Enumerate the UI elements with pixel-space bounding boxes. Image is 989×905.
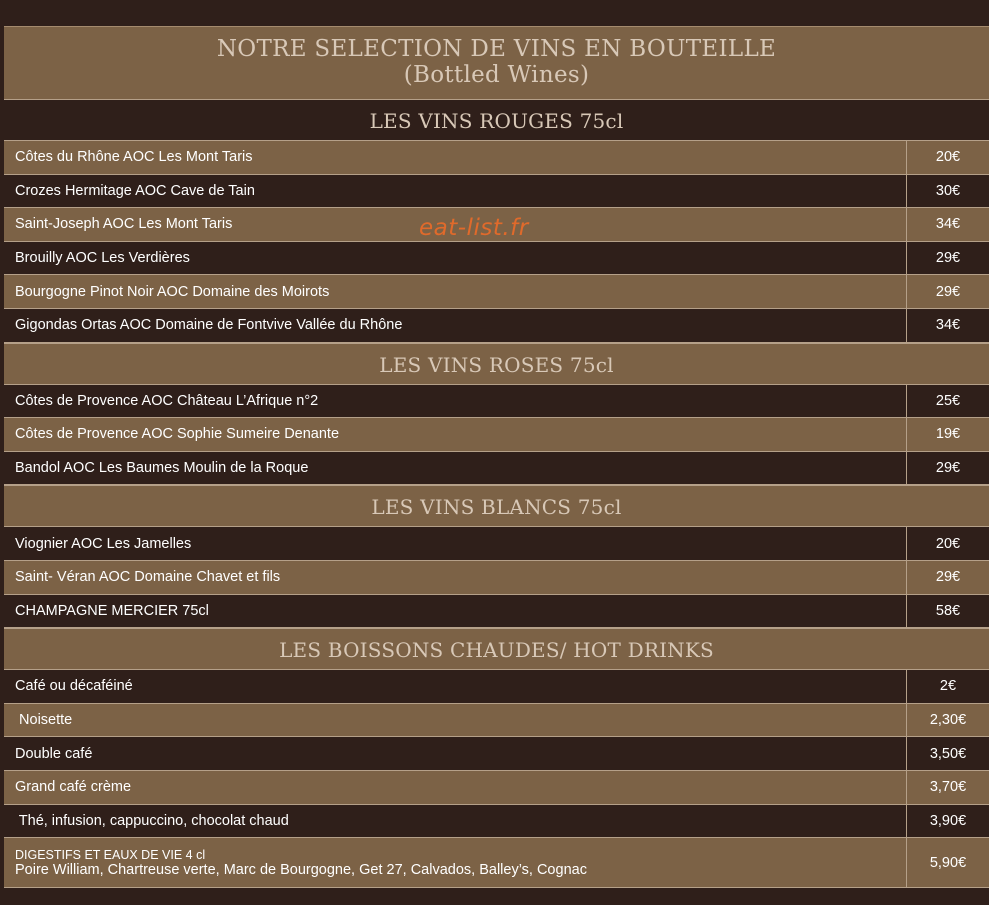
item-name: Thé, infusion, cappuccino, chocolat chaud <box>15 812 289 829</box>
item-price: 29€ <box>906 452 989 485</box>
item-price: 20€ <box>906 527 989 560</box>
item-name: Côtes de Provence AOC Château L’Afrique n°2 <box>15 392 319 409</box>
item-name: Brouilly AOC Les Verdières <box>15 250 190 267</box>
menu-row <box>4 527 989 561</box>
menu-row <box>4 175 989 209</box>
menu-row <box>4 771 989 805</box>
menu-row <box>4 275 989 309</box>
item-price: 29€ <box>906 275 989 308</box>
item-price: 2,30€ <box>906 704 989 737</box>
wine-menu <box>4 26 989 888</box>
item-price: 3,50€ <box>906 737 989 770</box>
item-name: Crozes Hermitage AOC Cave de Tain <box>15 182 255 199</box>
menu-row <box>4 595 989 629</box>
item-name: Bourgogne Pinot Noir AOC Domaine des Moirots <box>15 283 330 300</box>
digestifs-list: Poire William, Chartreuse verte, Marc de Bourgogne, Get 27, Calvados, Balley’s, Cognac <box>15 861 587 878</box>
menu-row <box>4 141 989 175</box>
menu-row <box>4 242 989 276</box>
item-price: 2€ <box>906 670 989 703</box>
item-name: Grand café crème <box>15 779 132 796</box>
section-heading-hot-drinks: LES BOISSONS CHAUDES/ HOT DRINKS <box>4 628 989 670</box>
title-line-2: (Bottled Wines) <box>403 62 590 88</box>
menu-row-digestifs <box>4 838 989 888</box>
item-price: 29€ <box>906 561 989 594</box>
item-price: 3,90€ <box>906 805 989 838</box>
section-heading-red-wines: LES VINS ROUGES 75cl <box>4 99 989 141</box>
item-price: 20€ <box>906 141 989 174</box>
menu-row <box>4 704 989 738</box>
item-price: 29€ <box>906 242 989 275</box>
item-price: 58€ <box>906 595 989 628</box>
menu-row <box>4 418 989 452</box>
menu-row <box>4 385 989 419</box>
item-name <box>4 838 906 887</box>
item-price: 34€ <box>906 309 989 342</box>
menu-row <box>4 208 989 242</box>
title-line-1: NOTRE SELECTION DE VINS EN BOUTEILLE <box>216 36 777 62</box>
item-name: Double café <box>15 745 93 762</box>
item-name: Côtes de Provence AOC Sophie Sumeire Denante <box>15 426 340 443</box>
item-price: 5,90€ <box>906 838 989 887</box>
item-name: Gigondas Ortas AOC Domaine de Fontvive Vallée du Rhône <box>15 317 403 334</box>
item-price: 19€ <box>906 418 989 451</box>
item-name: Saint- Véran AOC Domaine Chavet et fils <box>15 569 281 586</box>
item-price: 30€ <box>906 175 989 208</box>
item-price: 25€ <box>906 385 989 418</box>
menu-row <box>4 452 989 486</box>
section-heading-white-wines: LES VINS BLANCS 75cl <box>4 485 989 527</box>
item-name: Café ou décaféiné <box>15 678 133 695</box>
menu-row <box>4 309 989 343</box>
menu-row <box>4 737 989 771</box>
item-price: 3,70€ <box>906 771 989 804</box>
menu-row <box>4 805 989 839</box>
menu-row <box>4 561 989 595</box>
watermark-text: eat-list.fr <box>419 215 529 241</box>
digestifs-heading: DIGESTIFS ET EAUX DE VIE 4 cl <box>15 847 206 862</box>
item-name: Saint-Joseph AOC Les Mont Taris <box>15 216 233 233</box>
item-name: Noisette <box>15 712 73 729</box>
item-name: Bandol AOC Les Baumes Moulin de la Roque <box>15 460 309 477</box>
item-name: CHAMPAGNE MERCIER 75cl <box>15 602 209 619</box>
menu-title <box>4 26 989 99</box>
item-name: Côtes du Rhône AOC Les Mont Taris <box>15 149 253 166</box>
section-heading-rose-wines: LES VINS ROSES 75cl <box>4 343 989 385</box>
item-price: 34€ <box>906 208 989 241</box>
menu-row <box>4 670 989 704</box>
item-name: Viognier AOC Les Jamelles <box>15 535 192 552</box>
